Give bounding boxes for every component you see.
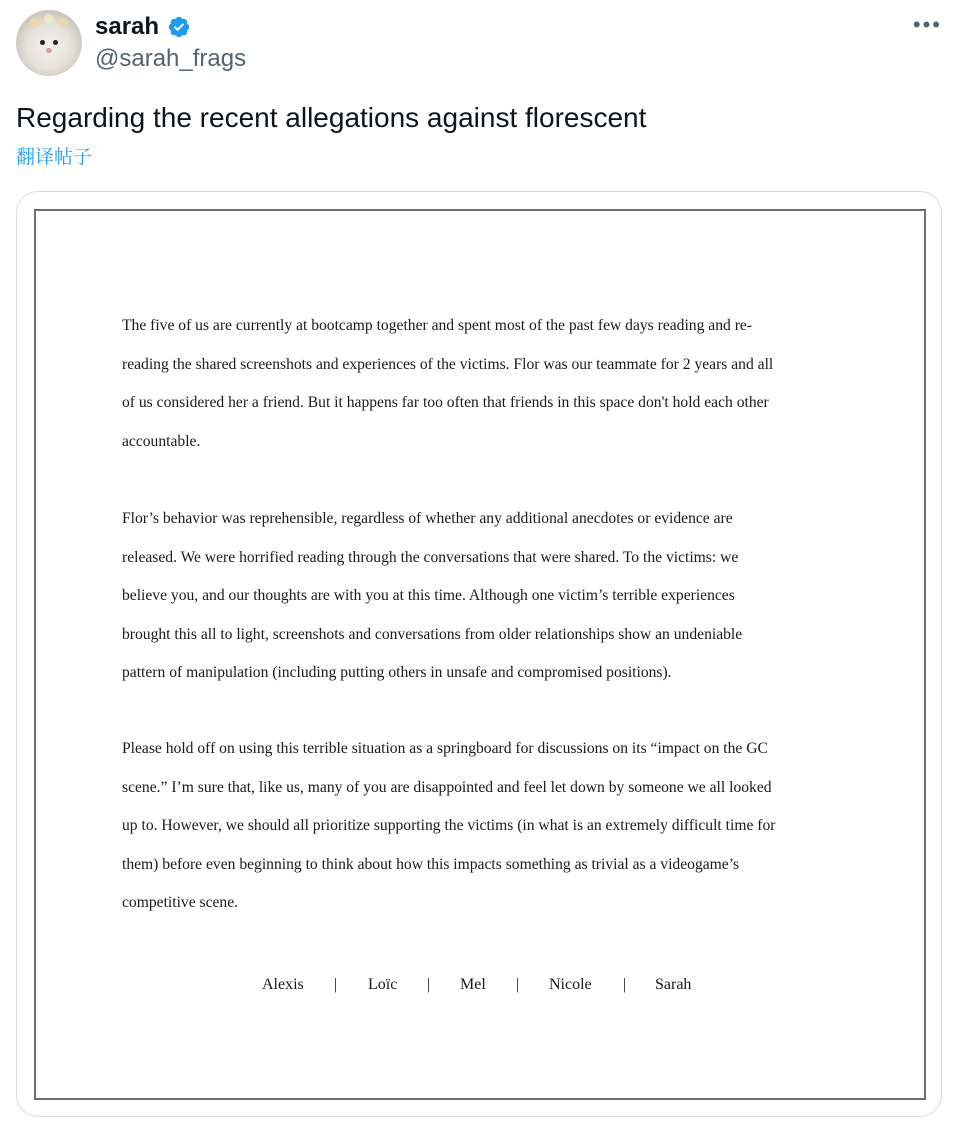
author-display-name[interactable]: sarah <box>95 13 160 40</box>
document-paragraph-2 <box>122 510 742 703</box>
eye-icon <box>53 40 58 45</box>
document-line: them) before even beginning to think about how this impacts something as trivial as a videogame’s <box>122 855 740 873</box>
signature-name: Sarah <box>655 976 692 993</box>
document-line: The five of us are currently at bootcamp together and spent most of the past few days reading and re- <box>122 317 753 334</box>
flower-crown-icon <box>44 14 54 24</box>
signature-row <box>0 976 960 996</box>
signature-name: Loïc <box>368 976 398 993</box>
signature-separator: | <box>623 976 627 993</box>
signature-name: Mel <box>460 976 486 993</box>
document-line: believe you, and our thoughts are with you at this time. Although one victim’s terrible experiences <box>122 587 735 604</box>
tweet-text: Regarding the recent allegations against florescent <box>16 102 647 133</box>
more-options-icon[interactable]: ••• <box>912 12 942 37</box>
document-line: reading the shared screenshots and experiences of the victims. Flor was our teammate for 2 years and all <box>122 355 774 373</box>
document-line: released. We were horrified reading through the conversations that were shared. To the victims: we <box>122 548 739 566</box>
document-line: of us considered her a friend. But it happens far too often that friends in this space don't hold each other <box>122 394 769 411</box>
signature-separator: | <box>516 976 520 993</box>
document-line: scene.” I’m sure that, like us, many of you are disappointed and feel let down by someone we all looked <box>122 778 772 796</box>
signature-name: Alexis <box>262 976 304 993</box>
avatar[interactable] <box>16 10 82 76</box>
translate-post-link[interactable]: 翻译帖子 <box>16 146 93 168</box>
nose-icon <box>46 48 52 53</box>
document-paragraph-1 <box>122 317 773 471</box>
signature-name: Nicole <box>549 976 592 993</box>
author-name-row <box>95 12 191 42</box>
signature-separator: | <box>427 976 431 993</box>
eye-icon <box>40 40 45 45</box>
signature-separator: | <box>334 976 338 993</box>
document-line: brought this all to light, screenshots and conversations from older relationships show an undeniable <box>122 625 743 643</box>
document-line: competitive scene. <box>122 894 239 911</box>
document-line: up to. However, we should all prioritize supporting the victims (in what is an extremely difficult time for <box>122 817 776 834</box>
document-paragraph-3 <box>122 740 775 933</box>
verified-badge-icon <box>167 15 191 39</box>
author-handle[interactable]: @sarah_frags <box>95 45 247 72</box>
document-line: Flor’s behavior was reprehensible, regardless of whether any additional anecdotes or evidence are <box>122 510 733 527</box>
flower-crown-icon <box>30 18 40 28</box>
document-line: Please hold off on using this terrible situation as a springboard for discussions on its “impact on the GC <box>122 740 768 757</box>
document-line: pattern of manipulation (including putting others in unsafe and compromised positions). <box>122 664 672 681</box>
document-line: accountable. <box>122 432 201 450</box>
flower-crown-icon <box>58 18 68 28</box>
